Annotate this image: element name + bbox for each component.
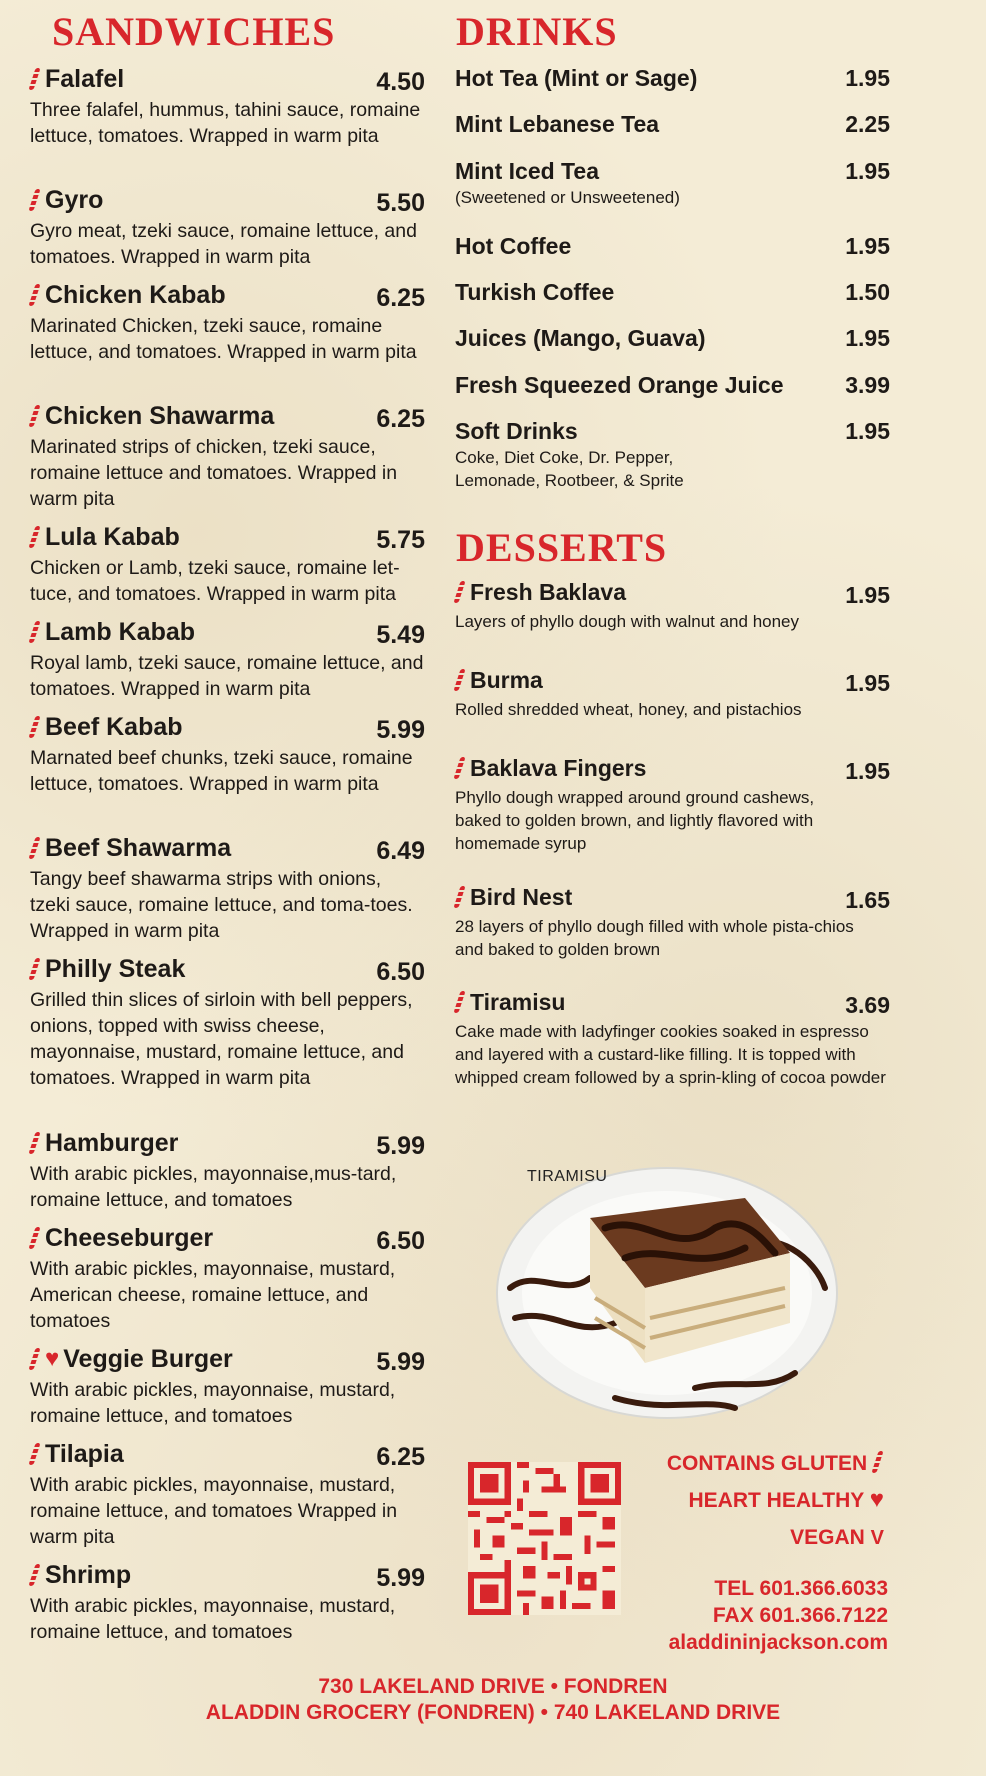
item-name: Burma (470, 667, 543, 693)
legend-gluten: CONTAINS GLUTEN (667, 1445, 888, 1482)
gluten-icon (873, 1451, 882, 1473)
item-name: Philly Steak (45, 955, 186, 983)
item-name: Beef Shawarma (45, 834, 232, 862)
item-name: Tilapia (45, 1440, 124, 1468)
gluten-icon (30, 1564, 39, 1586)
item-price: 1.95 (845, 418, 890, 444)
item-name: Fresh Baklava (470, 579, 626, 605)
gluten-icon (30, 526, 39, 548)
menu-item (30, 64, 425, 149)
heart-icon: ♥ (45, 1345, 60, 1372)
item-price: 6.50 (376, 1227, 425, 1255)
item-price: 1.95 (845, 65, 890, 91)
item-price: 5.99 (376, 1564, 425, 1592)
menu-item (30, 401, 425, 512)
item-description: Grilled thin slices of sirloin with bell peppers, onions, topped with swiss cheese, mayonnaise, mustard, romaine lettuce, and tomatoes. Wrapped in warm pita (30, 989, 413, 1089)
item-description: With arabic pickles, mayonnaise, mustard, romaine lettuce, and tomatoes (30, 1379, 396, 1427)
item-name: Mint Lebanese Tea (455, 111, 660, 137)
item-name: Hamburger (45, 1129, 179, 1157)
dessert-item (455, 577, 890, 633)
legend-vegan: VEGAN V (790, 1526, 884, 1549)
menu-item (30, 1128, 425, 1213)
item-name: Beef Kabab (45, 713, 183, 741)
item-name: Hot Coffee (455, 233, 572, 259)
drink-item (455, 416, 890, 492)
item-name: Shrimp (45, 1561, 132, 1589)
item-price: 4.50 (376, 68, 425, 96)
dessert-item (455, 753, 890, 855)
item-price: 6.25 (376, 405, 425, 433)
item-price: 1.95 (845, 670, 890, 696)
item-name: Baklava Fingers (470, 755, 647, 781)
item-name: Turkish Coffee (455, 279, 615, 305)
dessert-item (455, 882, 890, 961)
item-name: Falafel (45, 65, 125, 93)
item-description: Cake made with ladyfinger cookies soaked in espresso and layered with a custard-like filling. It is topped with whipped cream followed by a sprin-kling of cocoa powder (455, 1022, 886, 1087)
item-price: 5.50 (376, 189, 425, 217)
desserts-title: DESSERTS (456, 525, 668, 570)
gluten-icon (455, 669, 464, 691)
item-description: Rolled shredded wheat, honey, and pistachios (455, 700, 802, 719)
gluten-icon (30, 1443, 39, 1465)
item-price: 5.99 (376, 716, 425, 744)
item-name: Hot Tea (Mint or Sage) (455, 65, 698, 91)
item-name: Mint Iced Tea (455, 158, 599, 184)
menu-item (30, 280, 425, 365)
item-price: 6.50 (376, 958, 425, 986)
phone-number[interactable]: TEL 601.366.6033 (714, 1577, 888, 1600)
website-link[interactable]: aladdininjackson.com (668, 1631, 888, 1654)
item-price: 1.95 (845, 233, 890, 259)
gluten-icon (455, 581, 464, 603)
gluten-icon (30, 189, 39, 211)
item-name: Gyro (45, 186, 104, 214)
menu-item (30, 617, 425, 702)
gluten-icon (455, 757, 464, 779)
menu-item (30, 522, 425, 607)
gluten-icon (30, 68, 39, 90)
item-description: With arabic pickles, mayonnaise, mustard, American cheese, romaine lettuce, and tomatoes (30, 1258, 396, 1332)
dish-caption: TIRAMISU (527, 1168, 608, 1185)
gluten-icon (455, 886, 464, 908)
tiramisu-photo (495, 1158, 840, 1423)
sandwiches-title: SANDWICHES (52, 9, 336, 54)
item-price: 3.99 (845, 372, 890, 398)
item-description: Royal lamb, tzeki sauce, romaine lettuce, and tomatoes. Wrapped in warm pita (30, 652, 424, 700)
menu-item (30, 712, 425, 797)
item-description: Marinated Chicken, tzeki sauce, romaine lettuce, and tomatoes. Wrapped in warm pita (30, 315, 417, 363)
dessert-item (455, 987, 890, 1089)
item-name: Veggie Burger (63, 1345, 233, 1373)
heart-icon: ♥ (869, 1486, 884, 1513)
menu-item (30, 1560, 425, 1645)
item-price: 1.50 (845, 279, 890, 305)
item-price: 1.95 (845, 582, 890, 608)
item-price: 1.65 (845, 887, 890, 913)
item-name: Bird Nest (470, 884, 573, 910)
gluten-icon (30, 405, 39, 427)
item-price: 6.49 (376, 837, 425, 865)
item-description: With arabic pickles, mayonnaise, mustard, romaine lettuce, and tomatoes Wrapped in warm pita (30, 1474, 398, 1548)
qr-code[interactable] (468, 1462, 621, 1615)
item-name: Tiramisu (470, 989, 566, 1015)
item-description: With arabic pickles, mayonnaise, mustard, romaine lettuce, and tomatoes (30, 1595, 396, 1643)
item-description: Marinated strips of chicken, tzeki sauce, romaine lettuce and tomatoes. Wrapped in warm pita (30, 436, 398, 510)
menu-item (30, 1439, 425, 1550)
item-description: 28 layers of phyllo dough filled with whole pista-chios and baked to golden brown (455, 917, 854, 959)
menu-item (30, 954, 425, 1091)
item-description: Gyro meat, tzeki sauce, romaine lettuce, and tomatoes. Wrapped in warm pita (30, 220, 417, 268)
item-description: Chicken or Lamb, tzeki sauce, romaine let-tuce, and tomatoes. Wrapped in warm pita (30, 557, 400, 605)
item-name: Chicken Kabab (45, 281, 226, 309)
item-price: 1.95 (845, 158, 890, 184)
item-name: Lula Kabab (45, 523, 180, 551)
gluten-icon (30, 621, 39, 643)
item-price: 5.49 (376, 621, 425, 649)
item-price: 1.95 (845, 758, 890, 784)
item-description: (Sweetened or Unsweetened) (455, 188, 680, 207)
item-price: 6.25 (376, 284, 425, 312)
item-name: Cheeseburger (45, 1224, 214, 1252)
drink-item (455, 323, 890, 353)
item-description: Tangy beef shawarma strips with onions, tzeki sauce, romaine lettuce, and toma-toes. Wrapped in warm pita (30, 868, 413, 942)
item-price: 2.25 (845, 111, 890, 137)
item-name: Chicken Shawarma (45, 402, 275, 430)
drink-item (455, 277, 890, 307)
gluten-icon (30, 837, 39, 859)
item-price: 5.99 (376, 1348, 425, 1376)
menu-item (30, 1344, 425, 1429)
item-price: 5.99 (376, 1132, 425, 1160)
address-line: 730 LAKELAND DRIVE • FONDREN (318, 1675, 668, 1698)
item-description: Coke, Diet Coke, Dr. Pepper, Lemonade, Rootbeer, & Sprite (455, 448, 684, 490)
contact-info (669, 1575, 888, 1656)
gluten-icon (30, 958, 39, 980)
gluten-icon (30, 1348, 39, 1370)
drink-item (455, 231, 890, 261)
drink-item (455, 370, 890, 400)
item-price: 6.25 (376, 1443, 425, 1471)
dessert-item (455, 665, 890, 721)
menu-item (30, 1223, 425, 1334)
drink-item (455, 63, 890, 93)
item-description: Marnated beef chunks, tzeki sauce, romaine lettuce, tomatoes. Wrapped in warm pita (30, 747, 413, 795)
item-name: Lamb Kabab (45, 618, 196, 646)
vegan-icon: V (870, 1527, 884, 1549)
item-description: Three falafel, hummus, tahini sauce, romaine lettuce, tomatoes. Wrapped in warm pita (30, 99, 421, 147)
drinks-title: DRINKS (456, 9, 618, 54)
gluten-icon (30, 284, 39, 306)
footer (0, 1674, 986, 1726)
item-price: 5.75 (376, 526, 425, 554)
menu-item (30, 185, 425, 270)
item-description: Layers of phyllo dough with walnut and honey (455, 612, 800, 631)
item-name: Juices (Mango, Guava) (455, 325, 706, 351)
dietary-legend (667, 1445, 888, 1556)
item-name: Fresh Squeezed Orange Juice (455, 372, 784, 398)
item-price: 1.95 (845, 325, 890, 351)
gluten-icon (30, 1132, 39, 1154)
menu-item (30, 833, 425, 944)
item-description: With arabic pickles, mayonnaise,mus-tard, romaine lettuce, and tomatoes (30, 1163, 397, 1211)
legend-heart: HEART HEALTHY ♥ (688, 1486, 884, 1513)
drink-item (455, 109, 890, 139)
gluten-icon (30, 1227, 39, 1249)
item-description: Phyllo dough wrapped around ground cashews, baked to golden brown, and lightly flavored with homemade syrup (455, 788, 815, 853)
gluten-icon (30, 716, 39, 738)
fax-number: FAX 601.366.7122 (712, 1604, 888, 1627)
grocery-address-line: ALADDIN GROCERY (FONDREN) • 740 LAKELAND DRIVE (205, 1701, 781, 1724)
item-name: Soft Drinks (455, 418, 578, 444)
drink-item (455, 156, 890, 209)
item-price: 3.69 (845, 992, 890, 1018)
gluten-icon (455, 991, 464, 1013)
